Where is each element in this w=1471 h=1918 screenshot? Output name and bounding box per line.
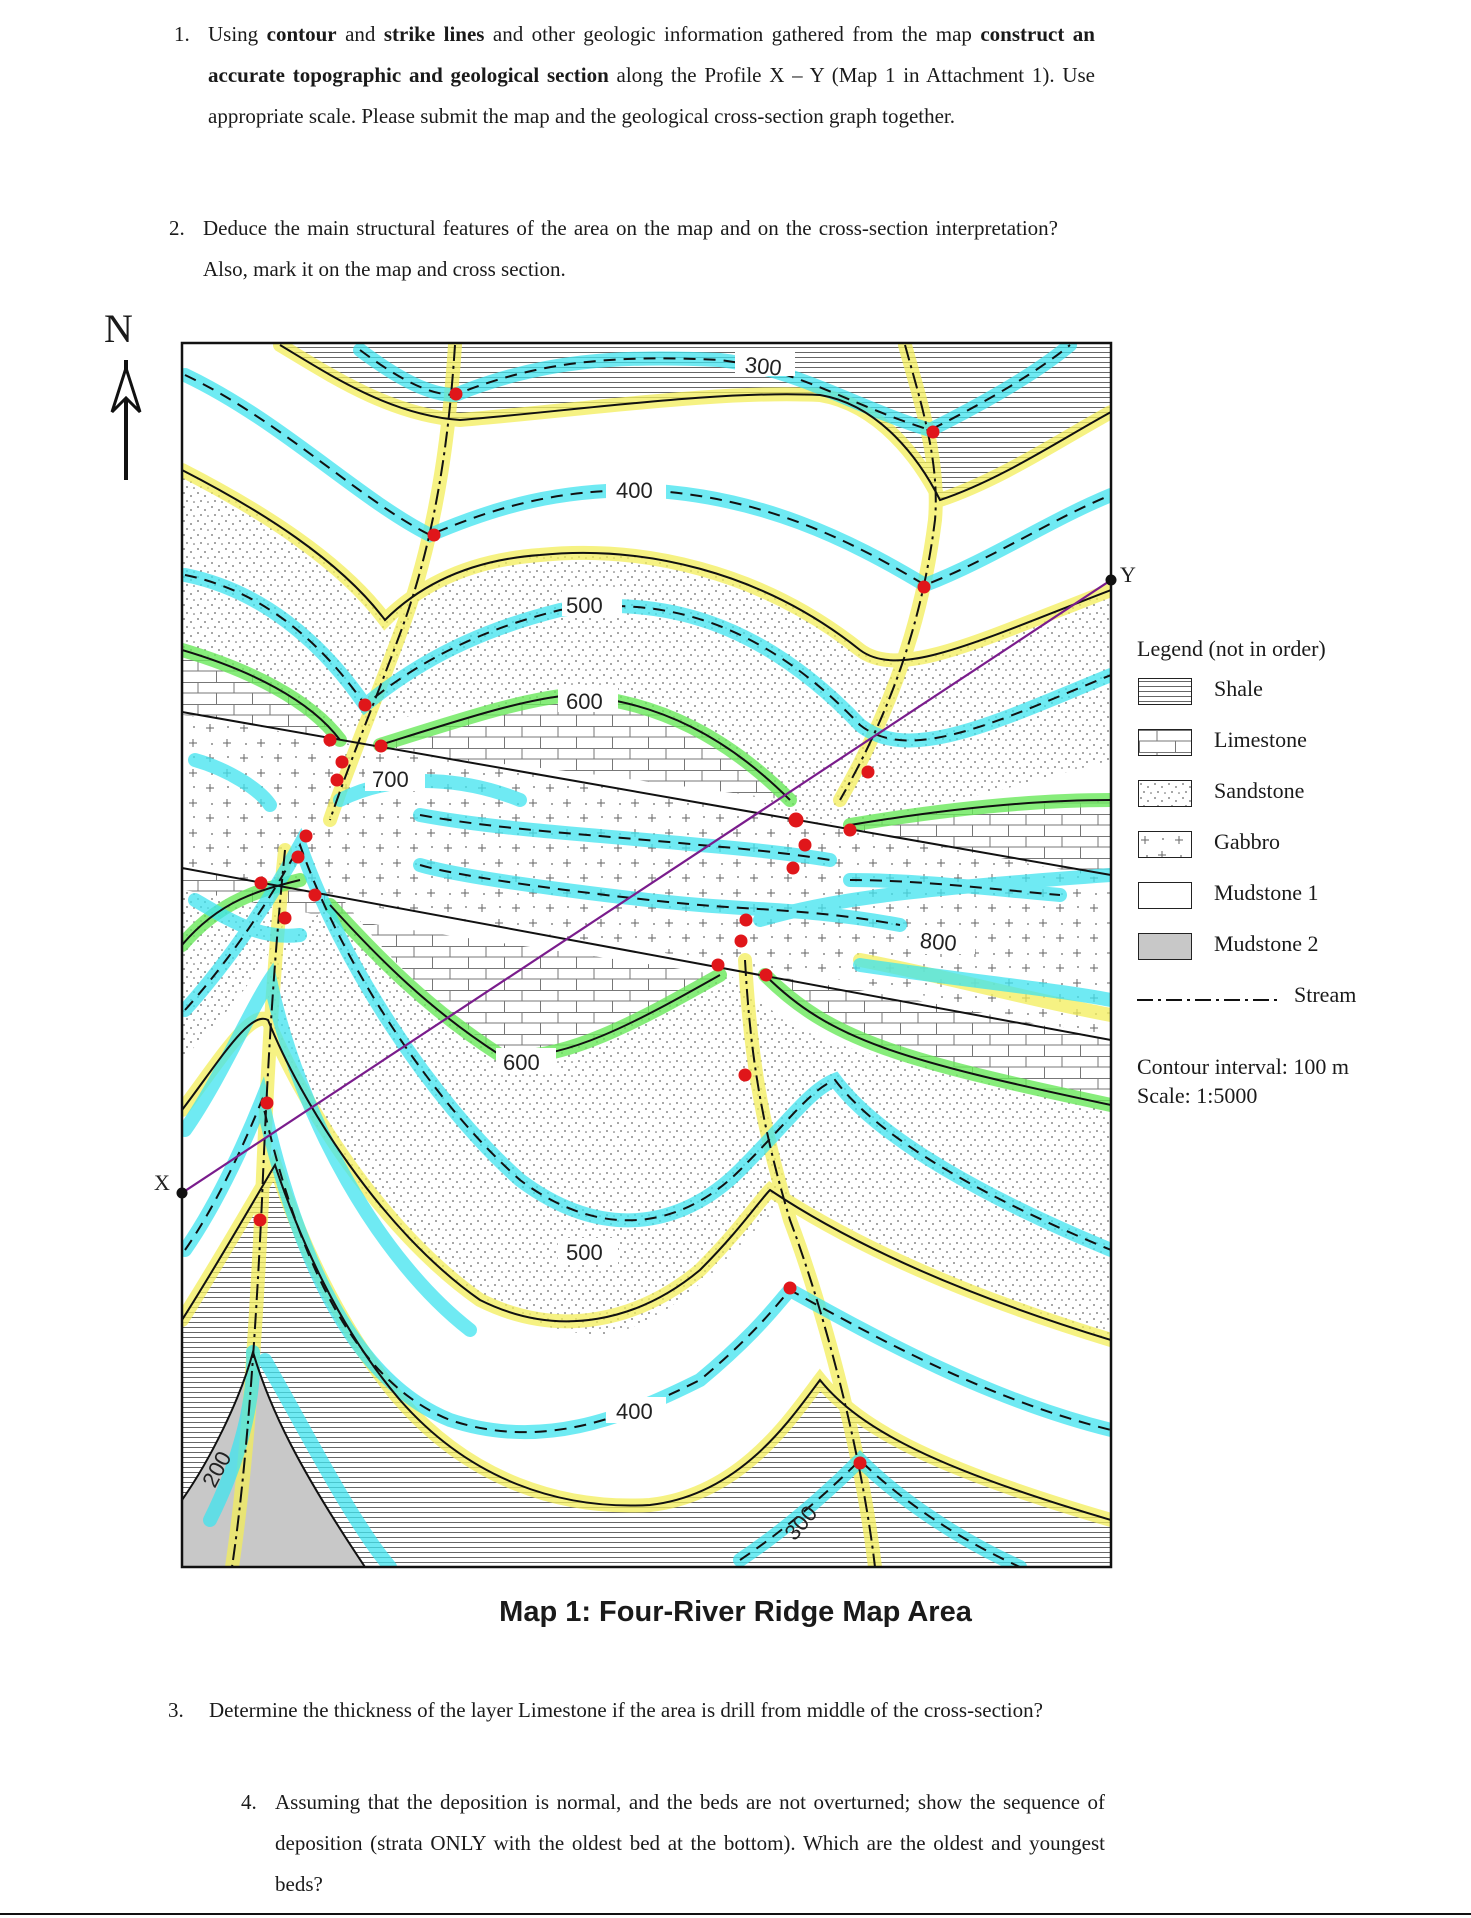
contour-label-400-top: 400 bbox=[616, 478, 653, 503]
q1-text-c: and other geologic information gathered from the map bbox=[484, 22, 981, 46]
q1-bold-contour: contour bbox=[266, 22, 337, 46]
contour-label-600-bottom: 600 bbox=[503, 1050, 540, 1075]
north-arrow-label: N bbox=[104, 306, 133, 351]
page-bottom-rule bbox=[0, 1913, 1471, 1915]
question-4-number: 4. bbox=[241, 1790, 257, 1814]
legend-item-mudstone-1 bbox=[1137, 880, 1326, 931]
question-2-number: 2. bbox=[169, 216, 185, 240]
legend-item-shale bbox=[1137, 676, 1326, 727]
legend bbox=[1137, 636, 1357, 1022]
contour-label-500-bottom: 500 bbox=[566, 1240, 603, 1265]
q4-text: Assuming that the deposition is normal, and the beds are not overturned; show the sequence of deposition (strata ONLY with the oldest bed at the bottom). Which are the oldest and youngest beds? bbox=[275, 1790, 1105, 1896]
question-4 bbox=[241, 1782, 1105, 1905]
question-3 bbox=[168, 1687, 1214, 1733]
q1-text-a: Using bbox=[208, 22, 267, 46]
question-3-number: 3. bbox=[168, 1698, 184, 1722]
map-title: Map 1: Four-River Ridge Map Area bbox=[499, 1596, 972, 1628]
legend-label-mudstone-2: Mudstone 2 bbox=[1214, 931, 1319, 956]
limestone-swatch bbox=[1138, 729, 1192, 756]
legend-label-shale: Shale bbox=[1214, 676, 1263, 701]
contour-label-200: 200 bbox=[197, 1447, 237, 1492]
contour-label-300-top: 300 bbox=[743, 351, 783, 381]
q1-bold-construct: construct an accurate topographic and geological section bbox=[208, 22, 1095, 87]
q3-text: Determine the thickness of the layer Limestone if the area is drill from middle of the cross-section? bbox=[209, 1698, 1043, 1722]
legend-title: Legend (not in order) bbox=[1137, 636, 1326, 661]
legend-label-mudstone-1: Mudstone 1 bbox=[1214, 880, 1319, 905]
profile-label-x: X bbox=[154, 1170, 170, 1195]
question-1-number: 1. bbox=[174, 22, 190, 46]
mudstone-2-swatch bbox=[1138, 933, 1192, 960]
legend-label-gabbro: Gabbro bbox=[1214, 829, 1280, 854]
stream-line-icon bbox=[1137, 990, 1277, 1010]
q1-text-b: and bbox=[336, 22, 384, 46]
contour-label-300-bottom: 300 bbox=[779, 1500, 823, 1545]
q1-text-d: along the Profile X – Y (Map 1 in Attachment 1). Use appropriate scale. Please submit the map and the geological cross-section graph together. bbox=[208, 63, 1095, 128]
map-scale: Scale: 1:5000 bbox=[1137, 1083, 1258, 1108]
contour-label-700: 700 bbox=[372, 767, 409, 792]
legend-item-sandstone bbox=[1137, 778, 1326, 829]
contour-label-800: 800 bbox=[918, 927, 958, 956]
legend-label-limestone: Limestone bbox=[1214, 727, 1307, 752]
legend-item-limestone bbox=[1137, 727, 1326, 778]
contour-interval: Contour interval: 100 m bbox=[1137, 1054, 1350, 1079]
legend-item-mudstone-2 bbox=[1137, 931, 1326, 982]
contour-label-500-top: 500 bbox=[566, 593, 603, 618]
north-arrow bbox=[112, 360, 140, 480]
q1-bold-strike: strike lines bbox=[383, 22, 485, 46]
shale-swatch bbox=[1138, 678, 1192, 705]
sandstone-swatch bbox=[1138, 780, 1192, 807]
mudstone-1-swatch bbox=[1138, 882, 1192, 909]
q2-text: Deduce the main structural features of the area on the map and on the cross-section interpretation? Also, mark it on the map and cross section. bbox=[203, 216, 1058, 281]
profile-label-y: Y bbox=[1120, 562, 1136, 587]
legend-item-stream bbox=[1137, 982, 1357, 1022]
legend-item-gabbro bbox=[1137, 829, 1326, 880]
contour-label-400-bottom: 400 bbox=[616, 1399, 653, 1424]
legend-label-stream: Stream bbox=[1294, 982, 1357, 1007]
map-info bbox=[1137, 1052, 1349, 1110]
gabbro-swatch bbox=[1138, 831, 1192, 858]
legend-label-sandstone: Sandstone bbox=[1214, 778, 1305, 803]
contour-label-600-top: 600 bbox=[566, 689, 603, 714]
